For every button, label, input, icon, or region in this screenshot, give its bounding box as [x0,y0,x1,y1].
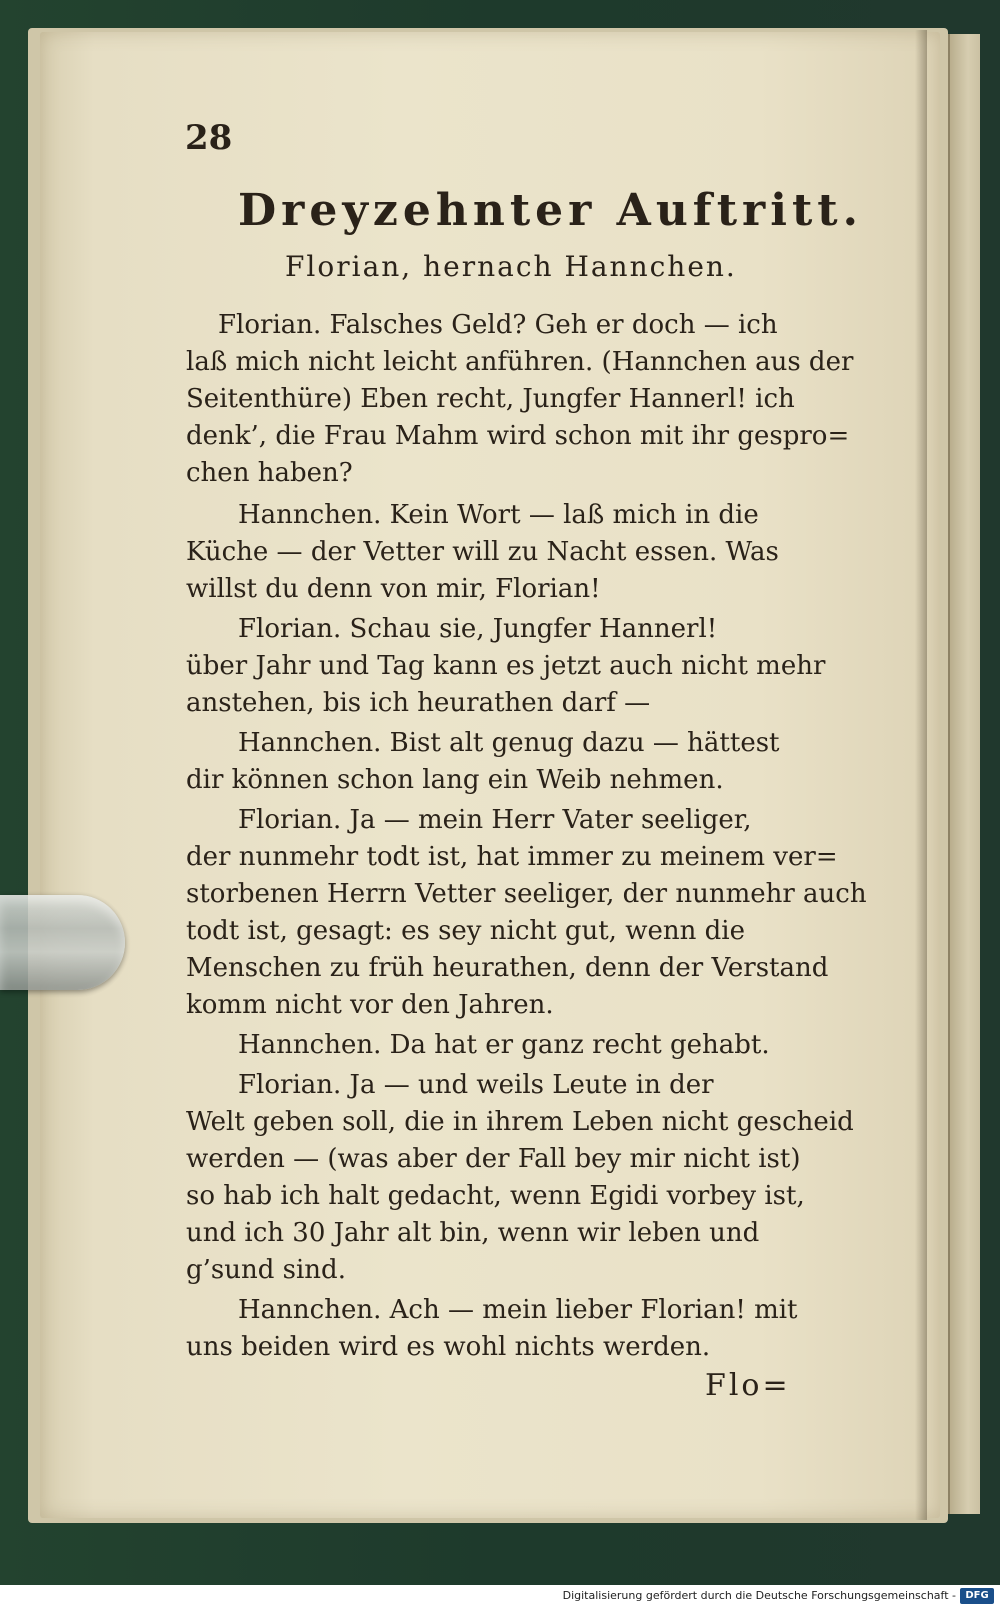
text-line: Florian. Falsches Geld? Geh er doch — ich [218,310,778,340]
page-gutter [915,30,927,1520]
text-line: laß mich nicht leicht anführen. (Hannchen aus der [186,347,854,377]
text-line: g’sund sind. [186,1255,346,1285]
text-line: willst du denn von mir, Florian! [186,574,601,604]
text-line: Küche — der Vetter will zu Nacht essen. Was [186,537,779,567]
text-line: denk’, die Frau Mahm wird schon mit ihr gespro= [186,421,850,451]
footer-bar [0,1585,1000,1607]
text-line: anstehen, bis ich heurathen darf — [186,688,651,718]
page-number: 28 [185,118,233,158]
next-page-edge [948,34,980,1514]
text-line: uns beiden wird es wohl nichts werden. [186,1332,711,1362]
text-line: Florian. Ja — mein Herr Vater seeliger, [238,805,752,835]
text-line: todt ist, gesagt: es sey nicht gut, wenn die [186,916,745,946]
text-line: chen haben? [186,458,353,488]
text-line: so hab ich halt gedacht, wenn Egidi vorbey ist, [186,1181,805,1211]
text-line: storbenen Herrn Vetter seeliger, der nunmehr auch [186,879,867,909]
text-line: und ich 30 Jahr alt bin, wenn wir leben und [186,1218,760,1248]
text-line: Hannchen. Da hat er ganz recht gehabt. [238,1030,770,1060]
text-line: Florian. Schau sie, Jungfer Hannerl! [238,614,718,644]
dfg-logo: DFG [960,1588,994,1604]
text-line: Hannchen. Bist alt genug dazu — hättest [238,728,780,758]
page-clip [0,895,125,990]
text-line: Menschen zu früh heurathen, denn der Verstand [186,953,829,983]
text-line: Hannchen. Kein Wort — laß mich in die [238,500,759,530]
text-line: komm nicht vor den Jahren. [186,990,554,1020]
catchword: Flo= [705,1368,791,1403]
text-line: Hannchen. Ach — mein lieber Florian! mit [238,1295,798,1325]
scene-characters: Florian, hernach Hannchen. [285,250,737,283]
scene-heading: Dreyzehnter Auftritt. [238,185,863,236]
text-line: Florian. Ja — und weils Leute in der [238,1070,714,1100]
funding-credit: Digitalisierung gefördert durch die Deutsche Forschungsgemeinschaft - [562,1589,956,1602]
text-line: Welt geben soll, die in ihrem Leben nicht gescheid [186,1107,854,1137]
text-line: werden — (was aber der Fall bey mir nicht ist) [186,1144,801,1174]
text-line: Seitenthüre) Eben recht, Jungfer Hannerl! ich [186,384,795,414]
text-line: dir können schon lang ein Weib nehmen. [186,765,724,795]
text-line: über Jahr und Tag kann es jetzt auch nicht mehr [186,651,826,681]
text-line: der nunmehr todt ist, hat immer zu meinem ver= [186,842,838,872]
